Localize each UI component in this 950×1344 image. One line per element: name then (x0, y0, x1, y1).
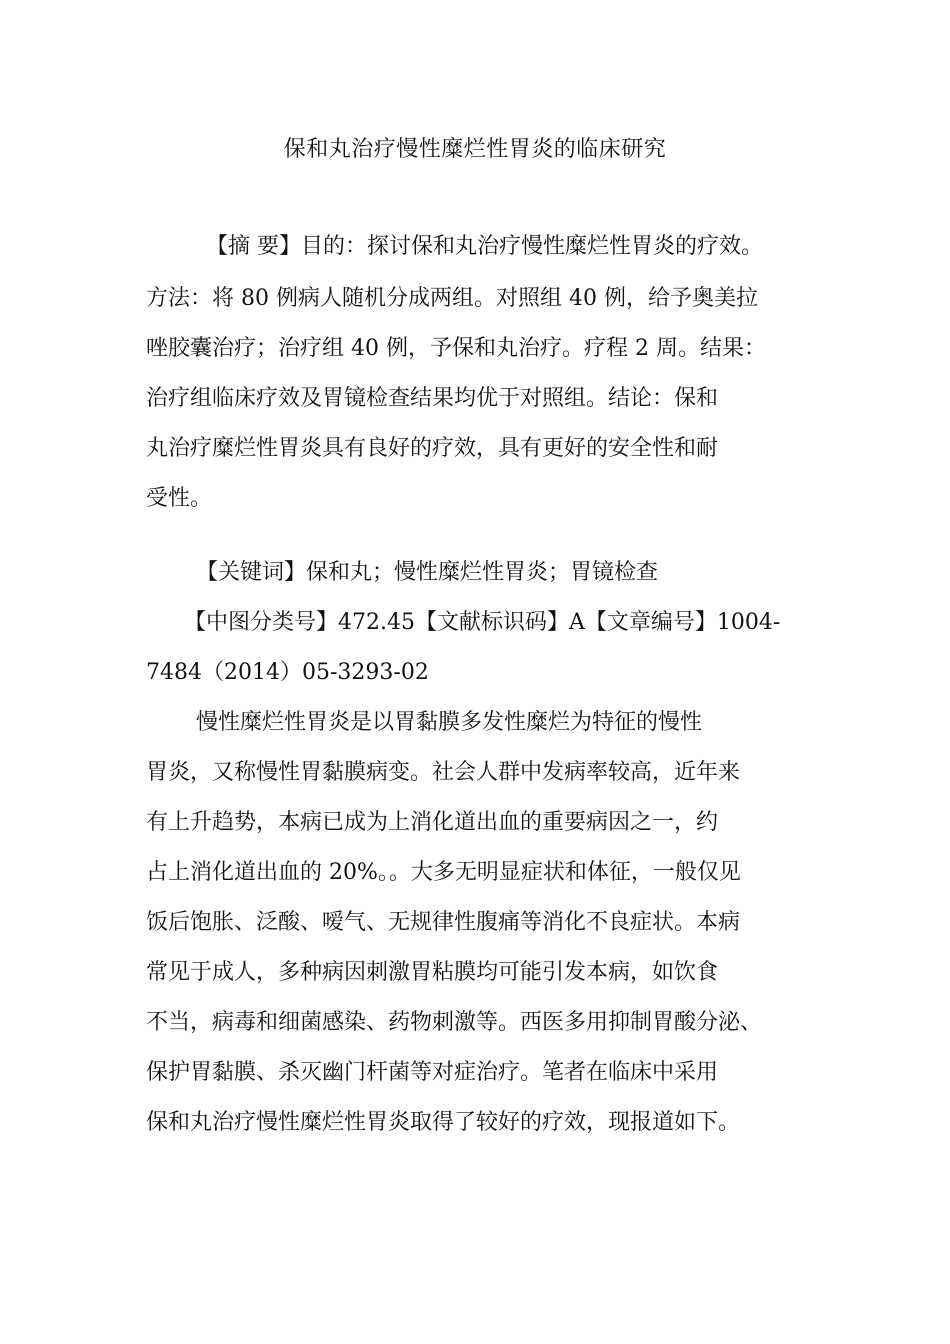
body-line: 有上升趋势，本病已成为上消化道出血的重要病因之一，约 (146, 810, 719, 835)
abstract-line: 【摘 要】目的：探讨保和丸治疗慢性糜烂性胃炎的疗效。 (206, 234, 763, 259)
classification-line: 【中图分类号】472.45【文献标识码】A【文章编号】1004- (184, 610, 781, 635)
body-line: 保护胃黏膜、杀灭幽门杆菌等对症治疗。笔者在临床中采用 (146, 1060, 719, 1085)
body-line: 常见于成人，多种病因刺激胃粘膜均可能引发本病，如饮食 (146, 960, 719, 985)
abstract-line: 丸治疗糜烂性胃炎具有良好的疗效，具有更好的安全性和耐 (146, 436, 719, 461)
body-line: 胃炎，又称慢性胃黏膜病变。社会人群中发病率较高，近年来 (146, 760, 741, 785)
abstract-line: 唑胶囊治疗；治疗组 40 例，予保和丸治疗。疗程 2 周。结果： (146, 336, 766, 361)
abstract-line: 受性。 (146, 486, 213, 511)
keywords-line: 【关键词】保和丸；慢性糜烂性胃炎；胃镜检查 (196, 560, 659, 585)
classification-line: 7484（2014）05-3293-02 (146, 660, 429, 685)
body-line: 不当，病毒和细菌感染、药物刺激等。西医多用抑制胃酸分泌、 (146, 1010, 763, 1035)
body-line: 保和丸治疗慢性糜烂性胃炎取得了较好的疗效，现报道如下。 (146, 1110, 741, 1135)
abstract-line: 方法：将 80 例病人随机分成两组。对照组 40 例，给予奥美拉 (146, 286, 758, 311)
abstract-line: 治疗组临床疗效及胃镜检查结果均优于对照组。结论：保和 (146, 386, 719, 411)
body-line: 慢性糜烂性胃炎是以胃黏膜多发性糜烂为特征的慢性 (196, 710, 703, 735)
body-line: 占上消化道出血的 20%。。大多无明显症状和体征，一般仅见 (146, 860, 741, 885)
body-line: 饭后饱胀、泛酸、嗳气、无规律性腹痛等消化不良症状。本病 (146, 910, 741, 935)
page-title: 保和丸治疗慢性糜烂性胃炎的临床研究 (283, 137, 667, 162)
